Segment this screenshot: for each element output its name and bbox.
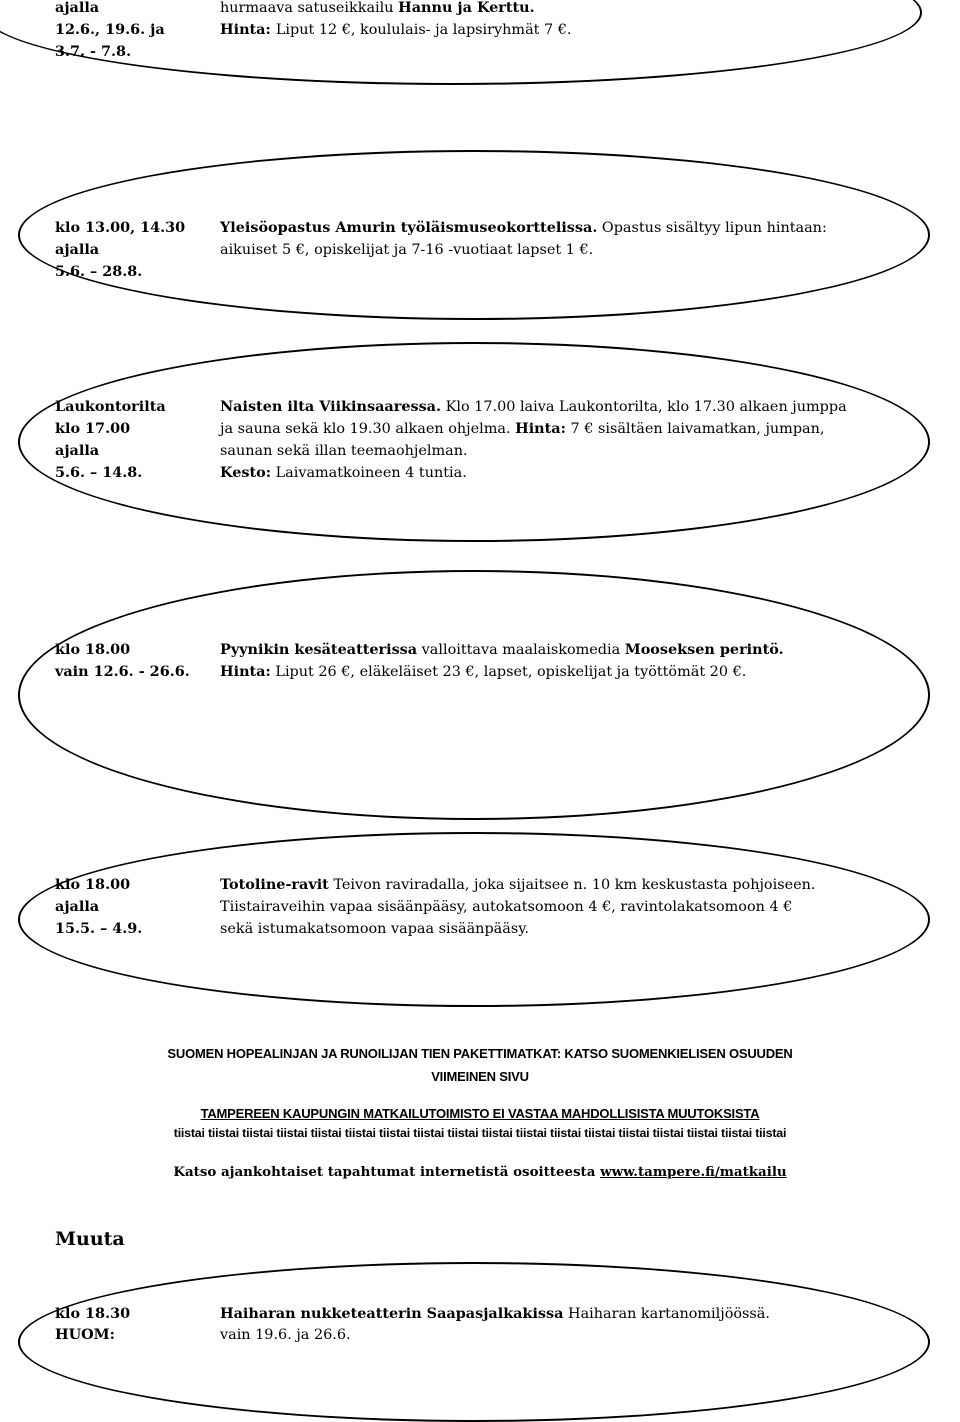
notice-text: VIIMEINEN SIVU [431, 1069, 529, 1084]
repeated-weekday: tiistai tiistai tiistai tiistai tiistai tiistai tiistai tiistai tiistai tiistai tiistai tiistai tiistai tiistai tiistai tiistai tiistai tiistai [173, 1126, 787, 1140]
event-when: klo 13.00, 14.30 [55, 219, 186, 236]
event-description: saunan sekä illan teemaohjelman. [220, 443, 468, 459]
event-when: ajalla [55, 241, 100, 258]
event-when: 15.5. – 4.9. [55, 920, 143, 937]
event-description: Pyynikin kesäteatterissa valloittava maalaiskomedia Mooseksen perintö. [220, 641, 784, 658]
event-frame [18, 570, 930, 820]
event-description: Naisten ilta Viikinsaaressa. Klo 17.00 laiva Laukontorilta, klo 17.30 alkaen jumppa [220, 398, 847, 415]
event-price: aikuiset 5 €, opiskelijat ja 7-16 -vuotiaat lapset 1 €. [220, 242, 594, 258]
event-frame [18, 342, 930, 542]
event-when: klo 18.00 [55, 876, 131, 893]
event-when: ajalla [55, 0, 100, 16]
event-when: 3.7. - 7.8. [55, 43, 132, 60]
event-description: ja sauna sekä klo 19.30 alkaen ohjelma. Hinta: 7 € sisältäen laivamatkan, jumpan, [220, 420, 825, 437]
event-when: 5.6. – 14.8. [55, 464, 143, 481]
event-description: Yleisöopastus Amurin työläismuseokorttelissa. Opastus sisältyy lipun hintaan: [220, 219, 827, 236]
event-description: hurmaava satuseikkailu Hannu ja Kerttu. [220, 0, 535, 16]
event-frame [18, 1262, 930, 1422]
event-price: Tiistairaveihin vapaa sisäänpääsy, autokatsomoon 4 €, ravintolakatsomoon 4 € [220, 899, 793, 915]
event-price: sekä istumakatsomoon vapaa sisäänpääsy. [220, 921, 529, 937]
event-when: vain 12.6. - 26.6. [55, 663, 190, 680]
event-price: Hinta: Liput 12 €, koululais- ja lapsiryhmät 7 €. [220, 21, 572, 38]
disclaimer-text: TAMPEREEN KAUPUNGIN MATKAILUTOIMISTO EI VASTAA MAHDOLLISISTA MUUTOKSISTA [200, 1106, 760, 1121]
section-heading: Muuta [55, 1228, 125, 1250]
event-note-label: HUOM: [55, 1326, 115, 1343]
notice-text: SUOMEN HOPEALINJAN JA RUNOILIJAN TIEN PAKETTIMATKAT: KATSO SUOMENKIELISEN OSUUDEN [167, 1046, 793, 1061]
event-when: klo 18.00 [55, 641, 131, 658]
event-when: ajalla [55, 442, 100, 459]
website-link[interactable]: www.tampere.fi/matkailu [600, 1164, 787, 1180]
event-price: Hinta: Liput 26 €, eläkeläiset 23 €, lapset, opiskelijat ja työttömät 20 €. [220, 663, 747, 680]
website-notice: Katso ajankohtaiset tapahtumat internetistä osoitteesta www.tampere.fi/matkailu [173, 1164, 787, 1180]
event-when: 5.6. – 28.8. [55, 263, 143, 280]
event-duration: Kesto: Laivamatkoineen 4 tuntia. [220, 464, 467, 481]
event-description: Totoline-ravit Teivon raviradalla, joka sijaitsee n. 10 km keskustasta pohjoiseen. [220, 876, 816, 893]
event-when: Laukontorilta [55, 398, 166, 415]
event-dates: vain 19.6. ja 26.6. [220, 1327, 351, 1343]
event-when: klo 18.30 [55, 1305, 131, 1322]
event-when: ajalla [55, 898, 100, 915]
event-when: klo 17.00 [55, 420, 131, 437]
event-when: 12.6., 19.6. ja [55, 21, 165, 38]
event-description: Haiharan nukketeatterin Saapasjalkakissa Haiharan kartanomiljöössä. [220, 1305, 770, 1322]
